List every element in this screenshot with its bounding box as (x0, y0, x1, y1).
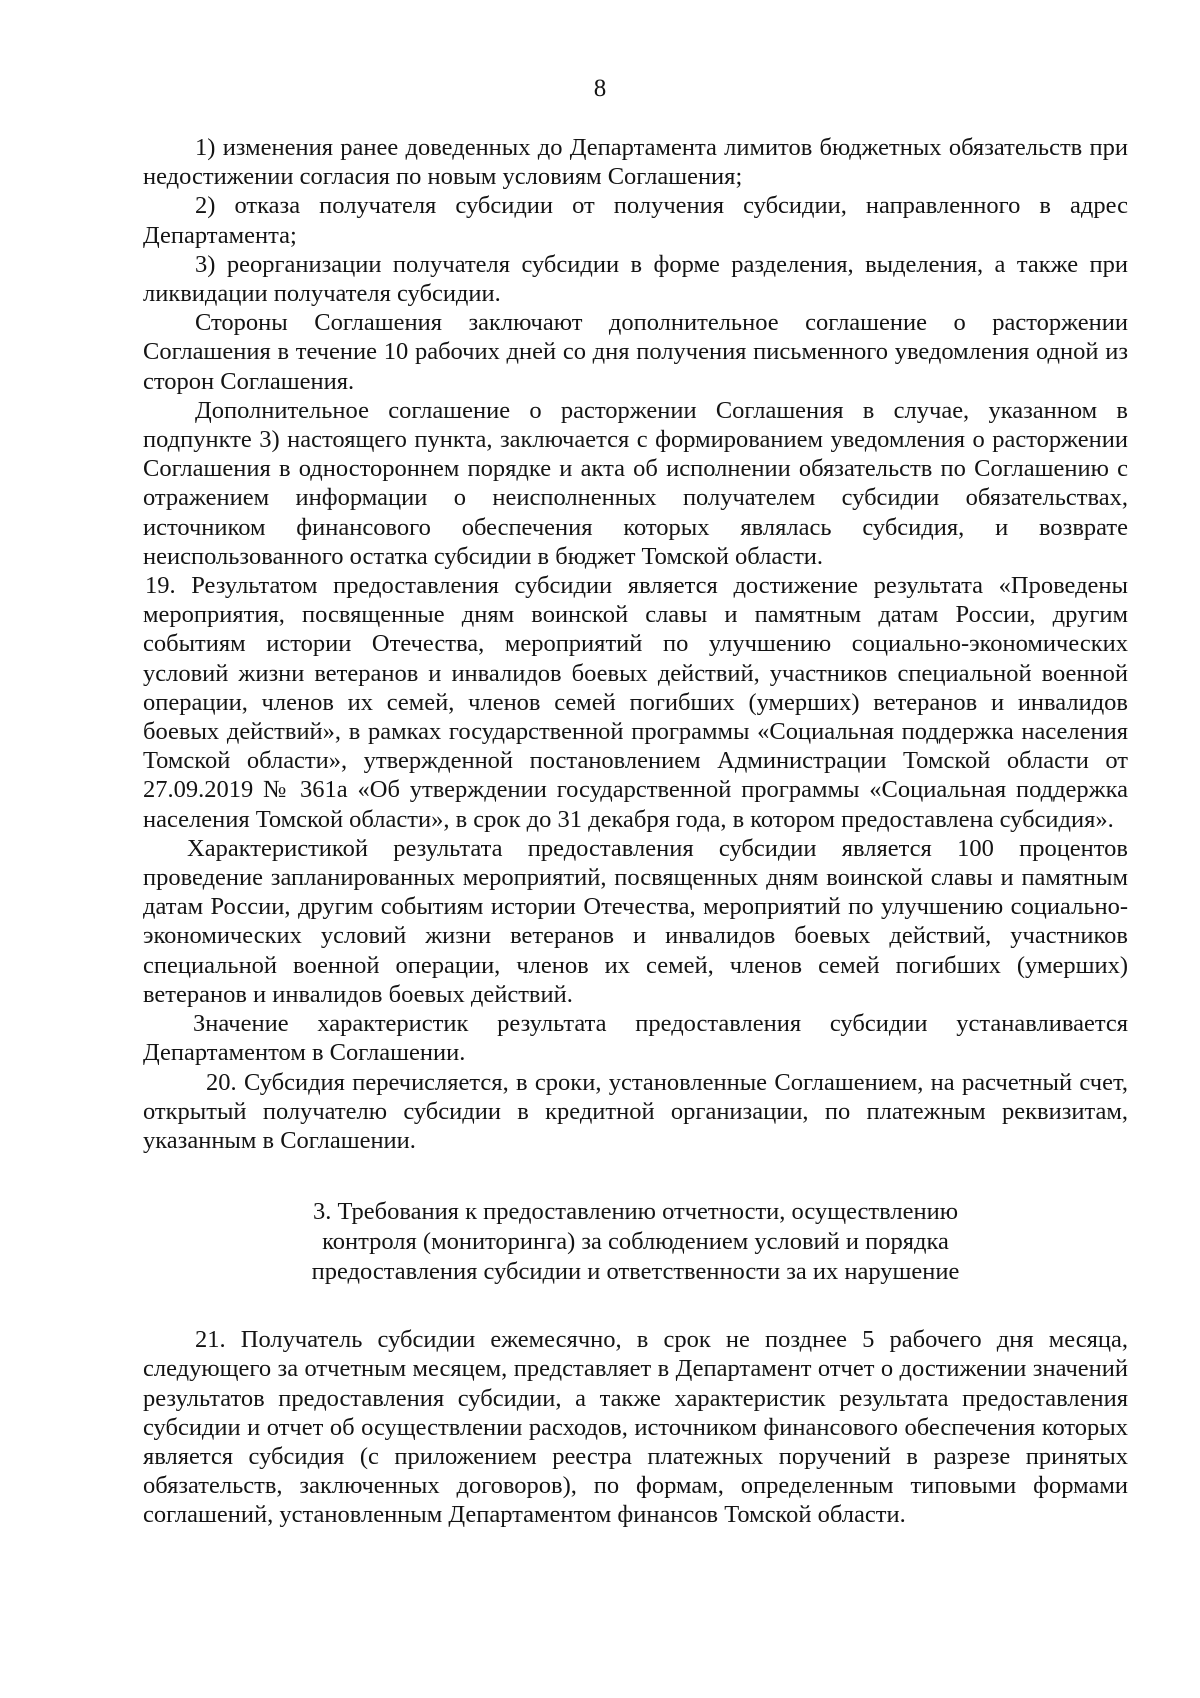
section-heading (276, 1197, 996, 1287)
paragraph-item-2: 2) отказа получателя субсидии от получения субсидии, направленного в адрес Департамента; (143, 192, 1128, 249)
paragraph-termination-deadline: Стороны Соглашения заключают дополнительное соглашение о расторжении Соглашения в течение 10 рабочих дней со дня получения письменного уведомления одной из сторон Соглашения. (143, 309, 1128, 395)
paragraph-19: 19. Результатом предоставления субсидии является достижение результата «Проведены мероприятия, посвященные дням воинской славы и памятным датам России, другим событиям истории Отечества, мероприятий по улучшению социально-экономических условий жизни ветеранов и инвалидов боевых действий, участников специальной военной операции, членов их семей, членов семей погибших (умерших) ветеранов и инвалидов боевых действий», в рамках государственной программы «Социальная поддержка населения Томской области», утвержденной постановлением Администрации Томской области от 27.09.2019 № 361а «Об утверждении государственной программы «Социальная поддержка населения Томской области», в срок до 31 декабря года, в котором предоставлена субсидия». (143, 572, 1128, 833)
paragraph-result-characteristic: Характеристикой результата предоставления субсидии является 100 процентов проведение запланированных мероприятий, посвященных дням воинской славы и памятным датам России, другим событиям истории Отечества, мероприятий по улучшению социально-экономических условий жизни ветеранов и инвалидов боевых действий, участников специальной военной операции, членов их семей, членов семей погибших (умерших) ветеранов и инвалидов боевых действий. (143, 834, 1128, 1008)
paragraph-item-1: 1) изменения ранее доведенных до Департамента лимитов бюджетных обязательств при недостижении согласия по новым условиям Соглашения; (143, 134, 1128, 191)
section-heading-line: 3. Требования к предоставлению отчетности, осуществлению (312, 1198, 959, 1226)
section-heading-line: контроля (мониторинга) за соблюдением условий и порядка (322, 1228, 949, 1256)
section-heading-line: предоставления субсидии и ответственности за их нарушение (311, 1258, 960, 1286)
paragraph-characteristic-value: Значение характеристик результата предоставления субсидии устанавливается Департаментом в Соглашении. (143, 1010, 1128, 1067)
document-body (143, 133, 1128, 1530)
paragraph-21: 21. Получатель субсидии ежемесячно, в срок не позднее 5 рабочего дня месяца, следующего за отчетным месяцем, представляет в Департамент отчет о достижении значений результатов предоставления субсидии, а также характеристик результата предоставления субсидии и отчет об осуществлении расходов, источником финансового обеспечения которых является субсидия (с приложением реестра платежных поручений в разрезе принятых обязательств, заключенных договоров), по формам, определенным типовыми формами соглашений, установленным Департаментом финансов Томской области. (143, 1326, 1128, 1529)
paragraph-additional-agreement: Дополнительное соглашение о расторжении Соглашения в случае, указанном в подпункте 3) настоящего пункта, заключается с формированием уведомления о расторжении Соглашения в одностороннем порядке и акта об исполнении обязательств по Соглашению с отражением информации о неисполненных получателем субсидии обязательствах, источником финансового обеспечения которых являлась субсидия, и возврате неиспользованного остатка субсидии в бюджет Томской области. (143, 396, 1128, 570)
paragraph-item-3: 3) реорганизации получателя субсидии в форме разделения, выделения, а также при ликвидации получателя субсидии. (143, 250, 1128, 308)
page-number: 8 (593, 75, 607, 102)
paragraph-20: 20. Субсидия перечисляется, в сроки, установленные Соглашением, на расчетный счет, открытый получателю субсидии в кредитной организации, по платежным реквизитам, указанным в Соглашении. (143, 1068, 1128, 1154)
